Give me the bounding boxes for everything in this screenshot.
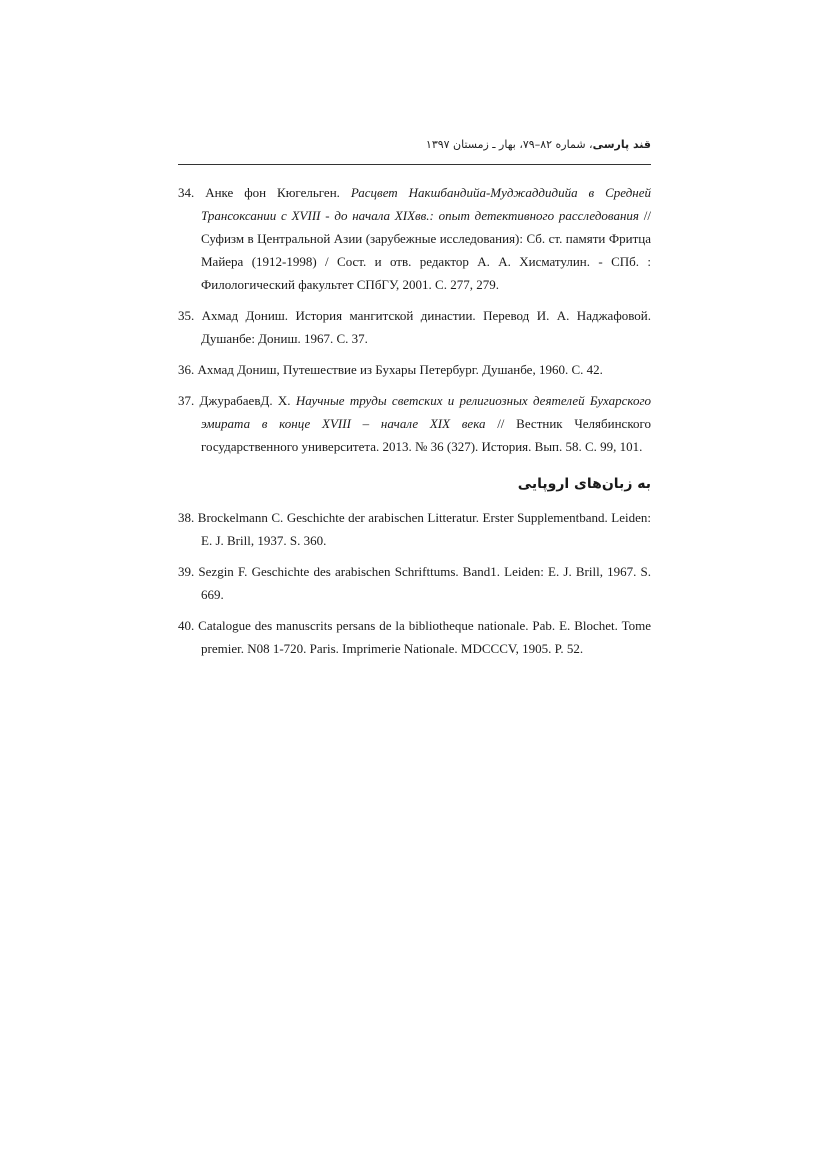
running-header [178, 136, 651, 154]
reference-list [178, 181, 651, 668]
reference-item [178, 304, 651, 350]
reference-number: 35. [178, 308, 195, 323]
reference-text: Ахмад Дониш. История мангитской династии. Перевод И. А. Наджафовой. Душанбе: Дониш. 1967. С. 37. [201, 308, 652, 346]
issue-info: ، شماره ۸۲–۷۹، بهار ـ زمستان ۱۳۹۷ [425, 138, 593, 151]
reference-title: Научные труды светских и религиозных деятелей Бухарского эмирата в конце XVIII – начале XIX века [201, 393, 652, 431]
reference-number: 34. [178, 185, 195, 200]
reference-text: ДжурабаевД. Х. [199, 393, 296, 408]
header-rule [178, 164, 651, 165]
journal-title: قند پارسی [592, 138, 651, 151]
section-heading: به زبان‌های اروپایی [517, 476, 651, 492]
reference-source: // Вестник Челябинского государственного университета. 2013. № 36 (327). История. Вып. 58. С. 99, 101. [201, 416, 651, 454]
reference-item [178, 358, 651, 381]
reference-number: 38. [178, 510, 195, 525]
reference-item [178, 614, 651, 660]
reference-source: // Суфизм в Центральной Азии (зарубежные исследования): Сб. ст. памяти Фритца Майера (1912-1998) / Сост. и отв. редактор А. А. Хисматулин. - СПб. : Филологический факультет СПбГУ, 2001. С. 277, 279. [201, 208, 651, 292]
reference-text: Catalogue des manuscrits persans de la bibliotheque nationale. Pab. E. Blochet. Tome premier. N08 1-720. Paris. Imprimerie Nationale. MDCCCV, 1905. P. 52. [198, 618, 651, 656]
reference-item [178, 560, 651, 606]
reference-number: 37. [178, 393, 195, 408]
reference-item [178, 506, 651, 552]
reference-text: Brockelmann C. Geschichte der arabischen Litteratur. Erster Supplementband. Leiden: E. J. Brill, 1937. S. 360. [197, 510, 652, 548]
reference-number: 36. [178, 362, 195, 377]
reference-text: Sezgin F. Geschichte des arabischen Schrifttums. Band1. Leiden: E. J. Brill, 1967. S. 669. [198, 564, 652, 602]
reference-title: Расцвет Накшбандийа-Муджаддидийа в Средней Трансоксании с XVIII - до начала XIXвв.: опыт детективного расследования [201, 185, 651, 223]
reference-text: Анке фон Кюгельген. [205, 185, 351, 200]
reference-number: 39. [178, 564, 195, 579]
reference-item [178, 389, 651, 458]
reference-text: Ахмад Дониш, Путешествие из Бухары Петербург. Душанбе, 1960. С. 42. [197, 362, 603, 377]
reference-number: 40. [178, 618, 195, 633]
reference-item [178, 181, 651, 296]
